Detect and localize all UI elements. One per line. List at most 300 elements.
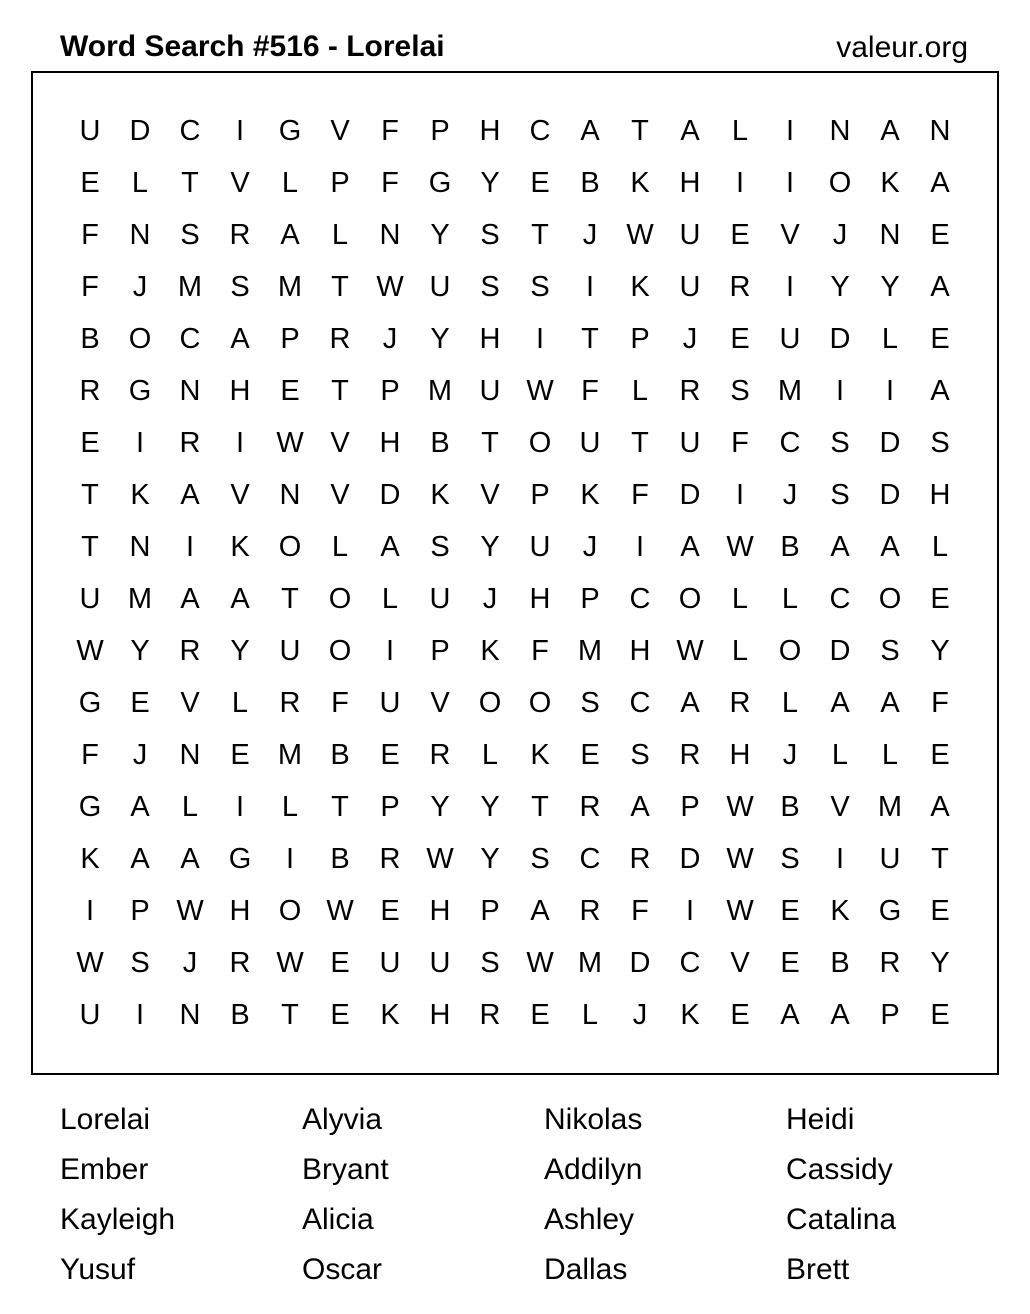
grid-letter: O	[278, 531, 302, 563]
grid-letter: C	[629, 583, 651, 615]
grid-letter: L	[881, 323, 899, 355]
grid-letter: L	[281, 791, 299, 823]
grid-letter: A	[130, 843, 150, 875]
grid-letter: D	[879, 479, 901, 511]
grid-letter: T	[331, 791, 349, 823]
grid-letter: V	[830, 791, 850, 823]
grid-letter: D	[129, 115, 151, 147]
grid-letter: H	[729, 739, 751, 771]
grid-letter: P	[280, 323, 300, 355]
grid-letter: T	[281, 999, 299, 1031]
grid-letter: R	[729, 271, 751, 303]
grid-letter: J	[582, 531, 598, 563]
grid-letter: A	[530, 895, 550, 927]
grid-letter: L	[781, 583, 799, 615]
grid-letter: T	[531, 791, 549, 823]
grid-letter: I	[685, 895, 695, 927]
grid-letter: J	[182, 947, 198, 979]
grid-letter: A	[880, 531, 900, 563]
grid-letter: K	[880, 167, 900, 199]
grid-letter: Y	[930, 635, 950, 667]
word-list-item: Addilyn	[544, 1153, 643, 1186]
grid-letter: O	[328, 583, 352, 615]
grid-letter: G	[78, 791, 102, 823]
grid-letter: R	[679, 375, 701, 407]
grid-letter: H	[679, 167, 701, 199]
grid-letter: S	[230, 271, 250, 303]
grid-letter: W	[276, 947, 304, 979]
grid-letter: E	[230, 739, 250, 771]
grid-letter: C	[629, 687, 651, 719]
grid-letter: M	[427, 375, 453, 407]
grid-letter: V	[780, 219, 800, 251]
grid-letter: L	[581, 999, 599, 1031]
grid-letter: E	[530, 167, 550, 199]
grid-letter: C	[179, 115, 201, 147]
grid-letter: I	[235, 115, 245, 147]
grid-letter: L	[931, 531, 949, 563]
grid-letter: R	[429, 739, 451, 771]
grid-letter: F	[631, 895, 649, 927]
grid-letter: M	[577, 635, 603, 667]
grid-letter: R	[729, 687, 751, 719]
grid-letter: L	[631, 375, 649, 407]
grid-letter: U	[79, 999, 101, 1031]
grid-letter: A	[680, 687, 700, 719]
grid-letter: E	[80, 167, 100, 199]
grid-letter: E	[130, 687, 150, 719]
grid-letter: R	[179, 427, 201, 459]
grid-letter: O	[828, 167, 852, 199]
word-list	[60, 1098, 1028, 1298]
grid-letter: V	[330, 115, 350, 147]
grid-letter: R	[379, 843, 401, 875]
grid-letter: Y	[480, 531, 500, 563]
grid-letter: H	[229, 895, 251, 927]
grid-letter: U	[279, 635, 301, 667]
grid-letter: W	[176, 895, 204, 927]
grid-letter: R	[579, 791, 601, 823]
grid-letter: F	[631, 479, 649, 511]
word-list-item: Nikolas	[544, 1103, 643, 1136]
grid-letter: I	[535, 323, 545, 355]
grid-letter: E	[330, 999, 350, 1031]
grid-letter: E	[80, 427, 100, 459]
grid-letter: L	[331, 531, 349, 563]
grid-letter: C	[679, 947, 701, 979]
grid-letter: U	[779, 323, 801, 355]
grid-letter: S	[830, 479, 850, 511]
grid-letter: V	[230, 167, 250, 199]
word-list-item: Alyvia	[302, 1103, 383, 1136]
grid-letter: V	[480, 479, 500, 511]
grid-letter: T	[481, 427, 499, 459]
grid-letter: L	[731, 115, 749, 147]
grid-letter: C	[579, 843, 601, 875]
grid-letter: H	[429, 895, 451, 927]
grid-letter: O	[128, 323, 152, 355]
grid-letter: I	[185, 531, 195, 563]
grid-letter: Y	[430, 219, 450, 251]
grid-letter: T	[631, 427, 649, 459]
grid-letter: A	[930, 791, 950, 823]
grid-letter: F	[581, 375, 599, 407]
grid-letter: A	[280, 219, 300, 251]
grid-letter: A	[580, 115, 600, 147]
grid-letter: I	[735, 479, 745, 511]
grid-letter: F	[531, 635, 549, 667]
word-list-item: Dallas	[544, 1253, 628, 1286]
grid-letter: W	[726, 843, 754, 875]
grid-letter: M	[877, 791, 903, 823]
grid-letter: A	[930, 271, 950, 303]
site-name: valeur.org	[836, 31, 968, 64]
grid-letter: A	[830, 687, 850, 719]
grid-letter: M	[127, 583, 153, 615]
grid-letter: T	[931, 843, 949, 875]
grid-letter: W	[326, 895, 354, 927]
grid-letter: K	[380, 999, 400, 1031]
grid-letter: O	[328, 635, 352, 667]
grid-letter: A	[130, 791, 150, 823]
grid-letter: B	[330, 843, 350, 875]
grid-letter: M	[577, 947, 603, 979]
grid-letter: W	[726, 531, 754, 563]
grid-letter: P	[380, 375, 400, 407]
grid-letter: K	[480, 635, 500, 667]
grid-letter: V	[230, 479, 250, 511]
grid-letter: I	[785, 271, 795, 303]
grid-letter: R	[279, 687, 301, 719]
grid-letter: U	[879, 843, 901, 875]
grid-letter: L	[331, 219, 349, 251]
grid-letter: A	[830, 531, 850, 563]
grid-letter: F	[731, 427, 749, 459]
grid-letter: A	[680, 115, 700, 147]
grid-letter: I	[635, 531, 645, 563]
grid-letter: U	[479, 375, 501, 407]
grid-letter: T	[81, 531, 99, 563]
page-title: Word Search #516 - Lorelai	[60, 30, 445, 63]
grid-letter: E	[380, 895, 400, 927]
grid-letter: P	[330, 167, 350, 199]
grid-letter: A	[180, 479, 200, 511]
grid-letter: P	[880, 999, 900, 1031]
grid-letter: S	[180, 219, 200, 251]
grid-letter: U	[529, 531, 551, 563]
grid-letter: T	[181, 167, 199, 199]
grid-letter: K	[630, 167, 650, 199]
grid-letter: P	[480, 895, 500, 927]
grid-letter: N	[379, 219, 401, 251]
grid-letter: G	[428, 167, 452, 199]
grid-letter: S	[430, 531, 450, 563]
grid-letter: E	[930, 739, 950, 771]
grid-letter: C	[779, 427, 801, 459]
grid-letter: U	[679, 219, 701, 251]
grid-letter: V	[330, 427, 350, 459]
grid-letter: V	[330, 479, 350, 511]
puzzle-frame	[31, 71, 999, 1075]
grid-letter: U	[579, 427, 601, 459]
grid-letter: Y	[430, 323, 450, 355]
grid-letter: T	[331, 271, 349, 303]
grid-letter: B	[780, 531, 800, 563]
grid-letter: R	[679, 739, 701, 771]
grid-letter: L	[881, 739, 899, 771]
grid-letter: I	[385, 635, 395, 667]
grid-letter: N	[879, 219, 901, 251]
grid-letter: E	[930, 999, 950, 1031]
grid-letter: D	[379, 479, 401, 511]
grid-letter: P	[680, 791, 700, 823]
grid-letter: N	[179, 999, 201, 1031]
grid-letter: I	[885, 375, 895, 407]
grid-letter: Y	[480, 843, 500, 875]
grid-letter: J	[682, 323, 698, 355]
grid-letter: V	[180, 687, 200, 719]
grid-letter: U	[379, 687, 401, 719]
grid-letter: D	[879, 427, 901, 459]
grid-letter: H	[229, 375, 251, 407]
grid-letter: M	[777, 375, 803, 407]
grid-letter: V	[430, 687, 450, 719]
grid-letter: C	[829, 583, 851, 615]
grid-letter: S	[480, 271, 500, 303]
grid-letter: Y	[830, 271, 850, 303]
grid-letter: K	[680, 999, 700, 1031]
word-list-item: Ashley	[544, 1203, 635, 1236]
grid-letter: W	[276, 427, 304, 459]
grid-letter: H	[929, 479, 951, 511]
grid-letter: S	[730, 375, 750, 407]
grid-letter: C	[179, 323, 201, 355]
grid-letter: J	[382, 323, 398, 355]
grid-letter: M	[277, 739, 303, 771]
grid-letter: J	[782, 739, 798, 771]
grid-letter: K	[530, 739, 550, 771]
grid-letter: I	[285, 843, 295, 875]
grid-letter: O	[478, 687, 502, 719]
grid-letter: T	[581, 323, 599, 355]
grid-letter: W	[376, 271, 404, 303]
grid-letter: K	[580, 479, 600, 511]
grid-letter: Y	[880, 271, 900, 303]
grid-letter: U	[429, 947, 451, 979]
grid-letter: O	[878, 583, 902, 615]
grid-letter: S	[530, 271, 550, 303]
grid-letter: E	[530, 999, 550, 1031]
grid-letter: E	[280, 375, 300, 407]
grid-letter: D	[679, 843, 701, 875]
grid-letter: N	[129, 531, 151, 563]
word-list-item: Heidi	[786, 1103, 855, 1136]
grid-letter: K	[430, 479, 450, 511]
grid-letter: N	[179, 739, 201, 771]
grid-letter: D	[829, 323, 851, 355]
grid-letter: I	[785, 115, 795, 147]
grid-letter: H	[479, 115, 501, 147]
grid-letter: U	[379, 947, 401, 979]
grid-letter: S	[880, 635, 900, 667]
grid-letter: R	[179, 635, 201, 667]
grid-letter: N	[279, 479, 301, 511]
grid-letter: E	[380, 739, 400, 771]
grid-letter: A	[630, 791, 650, 823]
grid-letter: W	[526, 947, 554, 979]
grid-letter: F	[381, 167, 399, 199]
grid-letter: S	[630, 739, 650, 771]
word-list-item: Lorelai	[60, 1103, 151, 1136]
grid-letter: I	[735, 167, 745, 199]
grid-letter: L	[781, 687, 799, 719]
grid-letter: N	[829, 115, 851, 147]
grid-letter: Y	[480, 167, 500, 199]
grid-letter: T	[81, 479, 99, 511]
grid-letter: S	[580, 687, 600, 719]
grid-letter: Y	[130, 635, 150, 667]
grid-letter: B	[330, 739, 350, 771]
grid-letter: O	[528, 427, 552, 459]
grid-letter: U	[79, 115, 101, 147]
word-list-item: Catalina	[786, 1203, 897, 1236]
grid-letter: C	[529, 115, 551, 147]
grid-letter: J	[482, 583, 498, 615]
grid-letter: J	[632, 999, 648, 1031]
grid-letter: R	[229, 947, 251, 979]
grid-letter: O	[678, 583, 702, 615]
grid-letter: K	[830, 895, 850, 927]
grid-letter: E	[780, 947, 800, 979]
grid-letter: I	[85, 895, 95, 927]
grid-letter: L	[381, 583, 399, 615]
grid-letter: M	[177, 271, 203, 303]
grid-letter: F	[331, 687, 349, 719]
grid-letter: A	[780, 999, 800, 1031]
grid-letter: S	[530, 843, 550, 875]
grid-letter: L	[231, 687, 249, 719]
grid-letter: J	[832, 219, 848, 251]
grid-letter: N	[929, 115, 951, 147]
grid-letter: H	[379, 427, 401, 459]
grid-letter: U	[679, 271, 701, 303]
grid-letter: E	[580, 739, 600, 771]
grid-letter: N	[129, 219, 151, 251]
grid-letter: D	[629, 947, 651, 979]
grid-letter: A	[180, 843, 200, 875]
grid-letter: W	[76, 947, 104, 979]
grid-letter: R	[579, 895, 601, 927]
grid-letter: L	[731, 583, 749, 615]
grid-letter: O	[278, 895, 302, 927]
grid-letter: L	[731, 635, 749, 667]
grid-letter: K	[80, 843, 100, 875]
grid-letter: D	[679, 479, 701, 511]
grid-letter: O	[778, 635, 802, 667]
grid-letter: S	[830, 427, 850, 459]
grid-letter: F	[381, 115, 399, 147]
grid-letter: F	[81, 219, 99, 251]
grid-letter: E	[730, 323, 750, 355]
grid-letter: E	[730, 999, 750, 1031]
grid-letter: L	[131, 167, 149, 199]
grid-letter: B	[580, 167, 600, 199]
grid-letter: U	[429, 271, 451, 303]
grid-letter: Y	[480, 791, 500, 823]
grid-letter: L	[481, 739, 499, 771]
grid-letter: T	[281, 583, 299, 615]
grid-letter: B	[780, 791, 800, 823]
grid-letter: F	[81, 739, 99, 771]
grid-letter: G	[78, 687, 102, 719]
grid-letter: P	[430, 635, 450, 667]
grid-letter: A	[180, 583, 200, 615]
grid-letter: J	[582, 219, 598, 251]
grid-letter: P	[530, 479, 550, 511]
grid-letter: K	[130, 479, 150, 511]
grid-letter: E	[780, 895, 800, 927]
word-list-item: Bryant	[302, 1153, 389, 1186]
grid-letter: R	[229, 219, 251, 251]
grid-letter: W	[426, 843, 454, 875]
grid-letter: E	[930, 219, 950, 251]
letter-grid	[65, 105, 965, 1041]
grid-letter: G	[278, 115, 302, 147]
word-list-item: Brett	[786, 1253, 850, 1286]
grid-letter: M	[277, 271, 303, 303]
word-list-item: Cassidy	[786, 1153, 893, 1186]
grid-letter: I	[235, 791, 245, 823]
grid-letter: B	[230, 999, 250, 1031]
grid-letter: Y	[430, 791, 450, 823]
grid-letter: A	[380, 531, 400, 563]
grid-letter: W	[726, 791, 754, 823]
grid-letter: R	[629, 843, 651, 875]
grid-letter: W	[726, 895, 754, 927]
grid-letter: S	[930, 427, 950, 459]
grid-letter: P	[130, 895, 150, 927]
grid-letter: I	[835, 843, 845, 875]
grid-letter: E	[930, 323, 950, 355]
grid-letter: T	[531, 219, 549, 251]
grid-letter: S	[480, 947, 500, 979]
word-list-item: Oscar	[302, 1253, 383, 1286]
grid-letter: S	[780, 843, 800, 875]
grid-letter: G	[128, 375, 152, 407]
grid-letter: F	[81, 271, 99, 303]
grid-letter: H	[479, 323, 501, 355]
grid-letter: I	[135, 999, 145, 1031]
grid-letter: B	[830, 947, 850, 979]
grid-letter: N	[179, 375, 201, 407]
grid-letter: A	[230, 583, 250, 615]
grid-letter: V	[730, 947, 750, 979]
grid-letter: W	[626, 219, 654, 251]
grid-letter: W	[526, 375, 554, 407]
grid-letter: I	[235, 427, 245, 459]
grid-letter: T	[331, 375, 349, 407]
grid-letter: B	[80, 323, 100, 355]
word-list-item: Kayleigh	[60, 1203, 176, 1236]
grid-letter: R	[329, 323, 351, 355]
grid-letter: U	[79, 583, 101, 615]
grid-letter: L	[281, 167, 299, 199]
grid-letter: Y	[930, 947, 950, 979]
grid-letter: K	[630, 271, 650, 303]
word-list-item: Ember	[60, 1153, 149, 1186]
grid-letter: A	[930, 167, 950, 199]
grid-letter: U	[429, 583, 451, 615]
